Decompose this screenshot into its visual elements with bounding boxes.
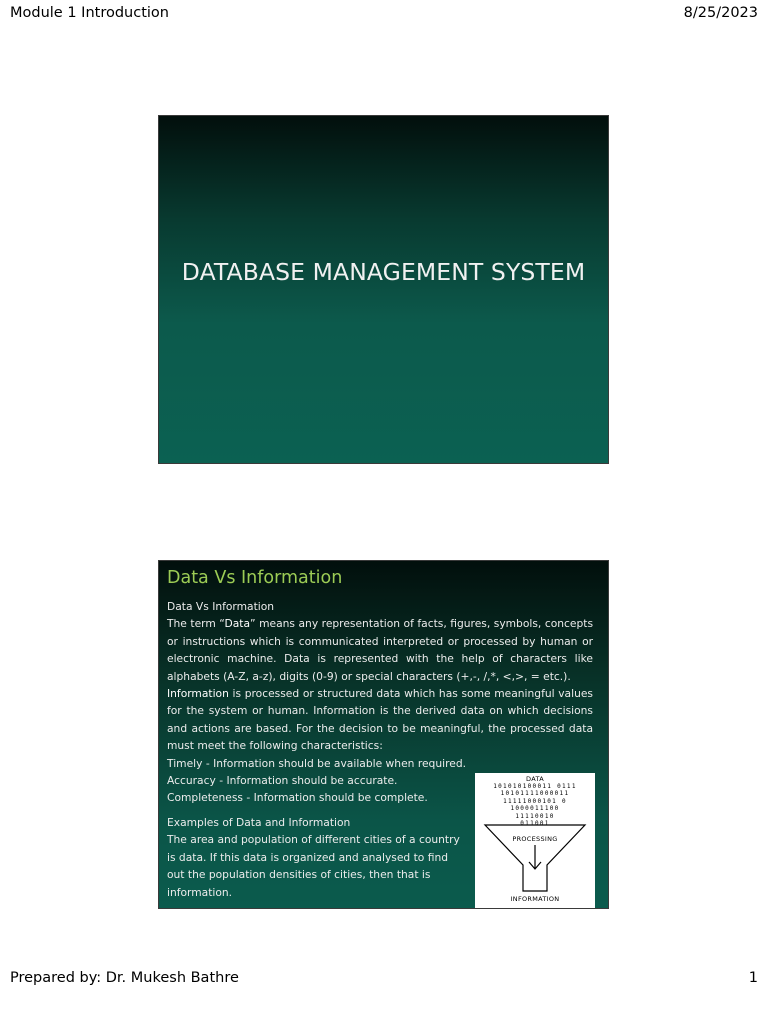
examples-text: The area and population of different cities of a country is data. If this data is organized and analysed to find out the population densities of cities, then that is information. — [167, 833, 460, 899]
slide-title-heading: DATABASE MANAGEMENT SYSTEM — [181, 258, 586, 286]
header-module-title: Module 1 Introduction — [10, 5, 169, 21]
illustration-data-label: DATA — [526, 775, 544, 783]
binary-line: 11111000101 0 — [503, 797, 567, 805]
binary-line: 11110010 — [515, 812, 555, 820]
binary-line: 1000011100 — [510, 805, 560, 813]
slide-title — [158, 115, 609, 464]
binary-line: 011001 — [520, 820, 550, 828]
data-definition — [167, 615, 593, 685]
information-term: Information — [167, 687, 229, 701]
characteristic-timely: Timely - Information should be available when required. — [167, 756, 466, 770]
binary-data — [475, 783, 595, 827]
data-term: Data — [224, 617, 251, 631]
data-definition-lead: The term “ — [167, 617, 225, 631]
header-date: 8/25/2023 — [683, 5, 758, 21]
information-definition — [167, 685, 593, 755]
binary-line: 10101111000011 — [500, 790, 570, 798]
data-processing-illustration — [475, 773, 595, 908]
information-definition-rest: is processed or structured data which has some meaningful values for the system or human. Information is the derived data on which decisions and actions are based. For the decision to be meaningful, the processed data must meet the following characteristics: — [167, 687, 593, 753]
characteristic-completeness: Completeness - Information should be complete. — [167, 791, 428, 805]
illustration-processing-label: PROCESSING — [512, 835, 558, 843]
data-definition-rest: ” means any representation of facts, figures, symbols, concepts or instructions which is communicated interpreted or processed by human or electronic machine. Data is represented with the help of characters like alphabets (A-Z, a-z), digits (0-9) or special characters (+,-, /,*, <,>, = etc.). — [167, 617, 594, 683]
footer-author: Prepared by: Dr. Mukesh Bathre — [10, 970, 239, 986]
examples-heading: Examples of Data and Information — [167, 815, 351, 829]
binary-line: 101010100011 0111 — [493, 783, 577, 790]
characteristic-accuracy: Accuracy - Information should be accurate. — [167, 774, 398, 788]
illustration-information-label: INFORMATION — [510, 895, 560, 903]
slide-data-vs-information — [158, 560, 609, 909]
slide-heading: Data Vs Information — [167, 568, 343, 588]
footer-page-number: 1 — [748, 970, 758, 986]
subtitle: Data Vs Information — [167, 600, 275, 613]
